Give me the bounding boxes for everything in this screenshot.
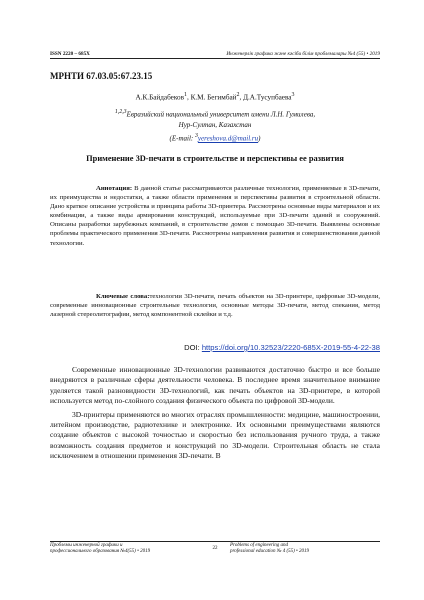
body-text bbox=[50, 365, 380, 462]
email-sup: 3 bbox=[194, 133, 198, 140]
affiliation-sup: 1,2,3 bbox=[114, 109, 127, 115]
doi-link[interactable]: https://doi.org/10.32523/2220-685X-2019-55-4-22-38 bbox=[201, 343, 380, 352]
affiliation-city: Нур-Султан, Казахстан bbox=[178, 121, 252, 130]
email-link[interactable]: yereshova.d@mail.ru bbox=[197, 134, 259, 143]
footer-right-line-1: Problems of engineering and bbox=[230, 543, 289, 548]
abstract-label: Аннотация: bbox=[96, 185, 133, 192]
affiliation bbox=[50, 107, 380, 145]
paper-title: Применение 3D-печати в строительстве и перспективы ее развития bbox=[86, 154, 344, 163]
author-2: К.М. Бегимбай bbox=[190, 93, 237, 102]
abstract bbox=[50, 184, 380, 248]
footer-right-line-2: professional education № 4 (55) • 2019 bbox=[230, 549, 310, 555]
author-list bbox=[50, 92, 380, 101]
udc-code: МРНТИ 67.03.05:67.23.15 bbox=[50, 71, 153, 81]
author-2-sup: 2 bbox=[236, 92, 240, 98]
footer-left-line-1: Проблемы инженерной графики и bbox=[50, 543, 123, 548]
author-sep: , bbox=[239, 93, 244, 102]
footer-left-line-2: профессионального образования №4(55) • 2019 bbox=[50, 549, 151, 555]
keywords-text: технологии 3D-печати, печать объектов на 3D-принтере, цифровые 3D-модели, современные инновационные строительные технологии, основные методы 3D-печати, метод спекания, метод лазерной стереолитографии, метод компонентной склейки и т.д. bbox=[50, 293, 380, 319]
author-1-sup: 1 bbox=[183, 92, 187, 98]
author-3: Д.А.Тусупбаева bbox=[243, 93, 292, 102]
issn: ISSN 2220 – 685X bbox=[50, 51, 90, 57]
author-1: А.К.Байдабеков bbox=[135, 93, 184, 102]
doi bbox=[184, 343, 380, 352]
author-3-sup: 3 bbox=[291, 92, 295, 98]
email-label: (E-mail: bbox=[169, 134, 195, 143]
footer-right bbox=[230, 543, 380, 556]
keywords-label: Ключевые слова: bbox=[96, 293, 150, 300]
running-header bbox=[50, 48, 380, 57]
body-paragraph-2: 3D-принтеры применяются во многих отраслях промышленности: медицине, машиностроении, литейном производстве, радиотехнике и электронике. Их основными преимуществами являются создание объектов с высокой точностью и скоростью без использования ручного труда, а также возможность создания предметов и конструкций по 3D-модели. Строительная область не стала исключением в отношении применения 3D-печати. В bbox=[50, 409, 380, 461]
page-number: 22 bbox=[212, 546, 218, 551]
keywords bbox=[50, 292, 380, 319]
running-footer bbox=[50, 543, 380, 556]
footer-divider bbox=[50, 541, 380, 542]
author-sep: , bbox=[186, 93, 191, 102]
footer-left bbox=[50, 543, 200, 556]
abstract-text: В данной статье рассматриваются различные технологии, применяемые в 3D-печати, их преимущества и недостатки, а также области применения и перспективы развития в строительной области. Дано краткое описание устройства и принципа работы 3D-принтера. Рассмотрены основные виды материалов и их комбинации, а также виды армирования конструкций, используемые при 3D-печати зданий и сооружений. Описаны разработки зарубежных компаний, в строительстве домов с помощью 3D-печати. Выявлены основные проблемы практического применения 3D-печати. Рассмотрены направления развития и совершенствования данной технологии. bbox=[50, 185, 380, 247]
doi-label: DOI: bbox=[184, 343, 202, 352]
email-close: ) bbox=[258, 134, 261, 143]
header-divider bbox=[50, 58, 380, 59]
body-paragraph-1: Современные инновационные 3D-технологии развиваются достаточно быстро и все больше внедряются в различные сферы деятельности человека. В последнее время значительное внимание уделяется такой разновидности 3D-технологий, как печать объектов на 3D-принтере, в которой используется метод по-слойного создания физического объекта по цифровой 3D-модели. bbox=[50, 365, 380, 406]
affiliation-org: Евразийский национальный университет имени Л.Н. Гумилева, bbox=[126, 110, 316, 119]
journal-name: Инженерлік графика және кәсіби білім проблемалары №4 (55) • 2019 bbox=[226, 51, 380, 57]
